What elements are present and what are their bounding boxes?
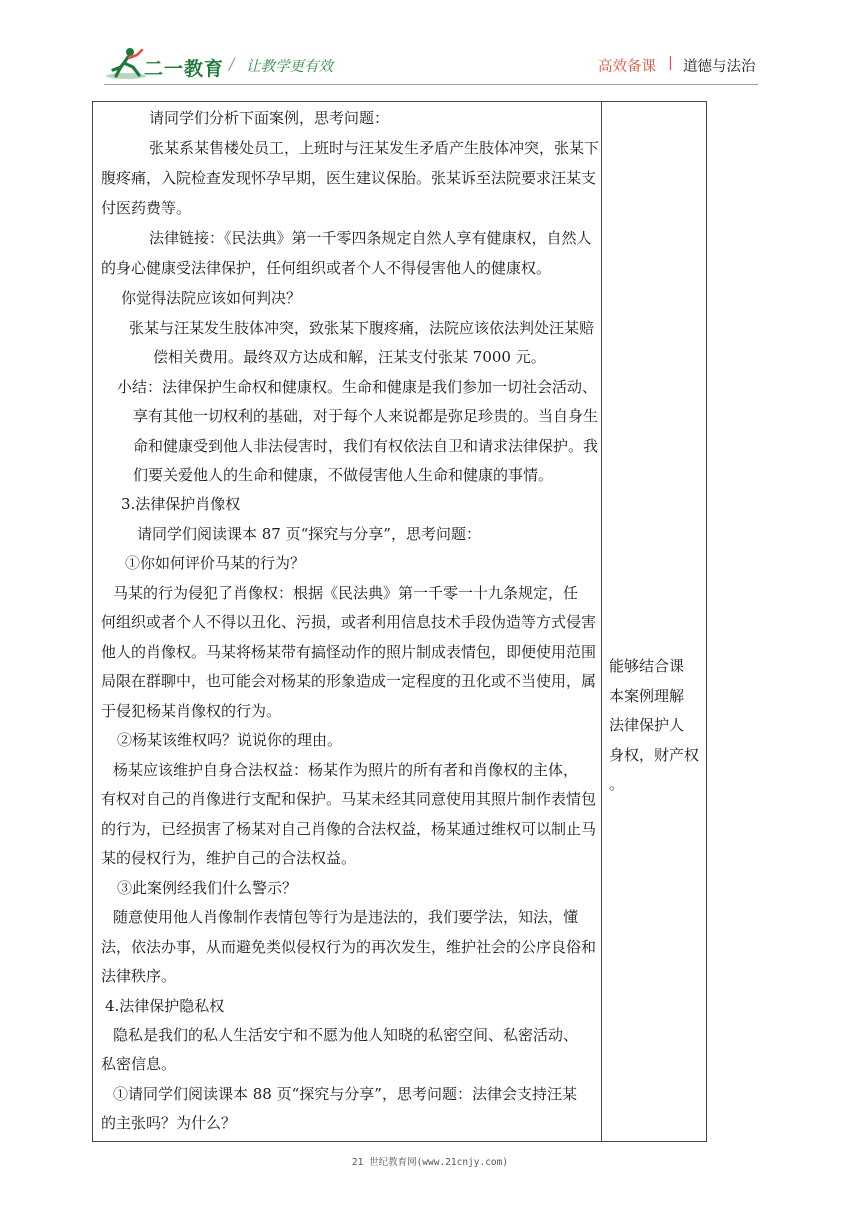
text-line: 小结：法律保护生命权和健康权。生命和健康是我们参加一切社会活动、 xyxy=(117,378,598,396)
text-line: 有权对自己的肖像进行支配和保护。马某未经其同意使用其照片制作表情包 xyxy=(101,790,597,808)
objective-line: 能够结合课 xyxy=(609,657,685,675)
text-line: 他人的肖像权。马某将杨某带有搞怪动作的照片制成表情包，即便使用范围 xyxy=(101,643,597,661)
subject-label: 道德与法治 xyxy=(683,59,756,75)
text-line: 于侵犯杨某肖像权的行为。 xyxy=(101,702,282,720)
header-slash: / xyxy=(229,54,235,73)
text-line: 法，依法办事，从而避免类似侵权行为的再次发生，维护社会的公序良俗和 xyxy=(101,938,597,956)
text-line: 马某的行为侵犯了肖像权：根据《民法典》第一千零一十九条规定，任 xyxy=(113,584,579,602)
text-line: 何组织或者个人不得以丑化、污损，或者利用信息技术手段伪造等方式侵害 xyxy=(101,613,597,631)
text-line: 付医药费等。 xyxy=(101,199,192,217)
question-line: ②杨某该维权吗？说说你的理由。 xyxy=(117,731,343,749)
text-line: 你觉得法院应该如何判决？ xyxy=(121,289,302,307)
question-line: ③此案例经我们什么警示？ xyxy=(117,879,298,897)
text-line: 享有其他一切权利的基础，对于每个人来说都是弥足珍贵的。当自身生 xyxy=(133,407,599,425)
question-line: ①你如何评价马某的行为？ xyxy=(125,554,306,572)
text-line: 隐私是我们的私人生活安宁和不愿为他人知晓的私密空间、私密活动、 xyxy=(113,1026,579,1044)
text-line: 法律链接：《民法典》第一千零四条规定自然人享有健康权，自然人 xyxy=(149,229,592,247)
text-line: 的主张吗？为什么？ xyxy=(101,1114,237,1132)
text-line: 张某系某售楼处员工，上班时与汪某发生矛盾产生肢体冲突，张某下 xyxy=(149,139,600,157)
text-line: 杨某应该维护自身合法权益：杨某作为照片的所有者和肖像权的主体， xyxy=(113,761,579,779)
page-footer: 21 世纪教育网(www.21cnjy.com) xyxy=(351,1157,509,1168)
text-line: 的行为，已经损害了杨某对自己肖像的合法权益，杨某通过维权可以制止马 xyxy=(101,820,597,838)
text-line: 的身心健康受法律保护，任何组织或者个人不得侵害他人的健康权。 xyxy=(101,259,552,277)
header-rule xyxy=(104,84,758,85)
objective-line: 身权，财产权 xyxy=(609,746,700,764)
slogan: 让教学更有效 xyxy=(246,59,333,75)
lesson-table xyxy=(92,101,707,1142)
brand-name: 二一教育 xyxy=(144,58,225,80)
section-heading: 4.法律保护隐私权 xyxy=(105,997,225,1015)
section-heading: 3.法律保护肖像权 xyxy=(121,495,241,513)
header-separator: | xyxy=(668,55,673,71)
text-line: 请同学们阅读课本 87 页“探究与分享”，思考问题： xyxy=(137,525,481,543)
objective-line: 。 xyxy=(609,775,625,793)
text-line: 张某与汪某发生肢体冲突，致张某下腹疼痛，法院应该依法判处汪某赔 xyxy=(129,319,595,337)
text-line: 偿相关费用。最终双方达成和解，汪某支付张某 7000 元。 xyxy=(153,348,546,366)
text-line: 命和健康受到他人非法侵害时，我们有权依法自卫和请求法律保护。我 xyxy=(133,437,599,455)
text-line: 局限在群聊中，也可能会对杨某的形象造成一定程度的丑化或不当使用，属 xyxy=(101,672,597,690)
question-line: ①请同学们阅读课本 88 页“探究与分享”，思考问题：法律会支持汪某 xyxy=(113,1085,577,1103)
column-divider xyxy=(601,102,602,1141)
text-line: 法律秩序。 xyxy=(101,967,177,985)
text-line: 请同学们分析下面案例，思考问题： xyxy=(149,109,390,127)
text-line: 某的侵权行为，维护自己的合法权益。 xyxy=(101,849,357,867)
objective-line: 法律保护人 xyxy=(609,716,685,734)
text-line: 腹疼痛，入院检查发现怀孕早期，医生建议保胎。张某诉至法院要求汪某支 xyxy=(101,169,597,187)
text-line: 们要关爱他人的生命和健康，不做侵害他人生命和健康的事情。 xyxy=(133,466,554,484)
text-line: 随意使用他人肖像制作表情包等行为是违法的，我们要学法，知法，懂 xyxy=(113,908,579,926)
page-header xyxy=(0,0,860,92)
course-label: 高效备课 xyxy=(598,59,656,75)
objective-line: 本案例理解 xyxy=(609,687,685,705)
text-line: 私密信息。 xyxy=(101,1055,177,1073)
